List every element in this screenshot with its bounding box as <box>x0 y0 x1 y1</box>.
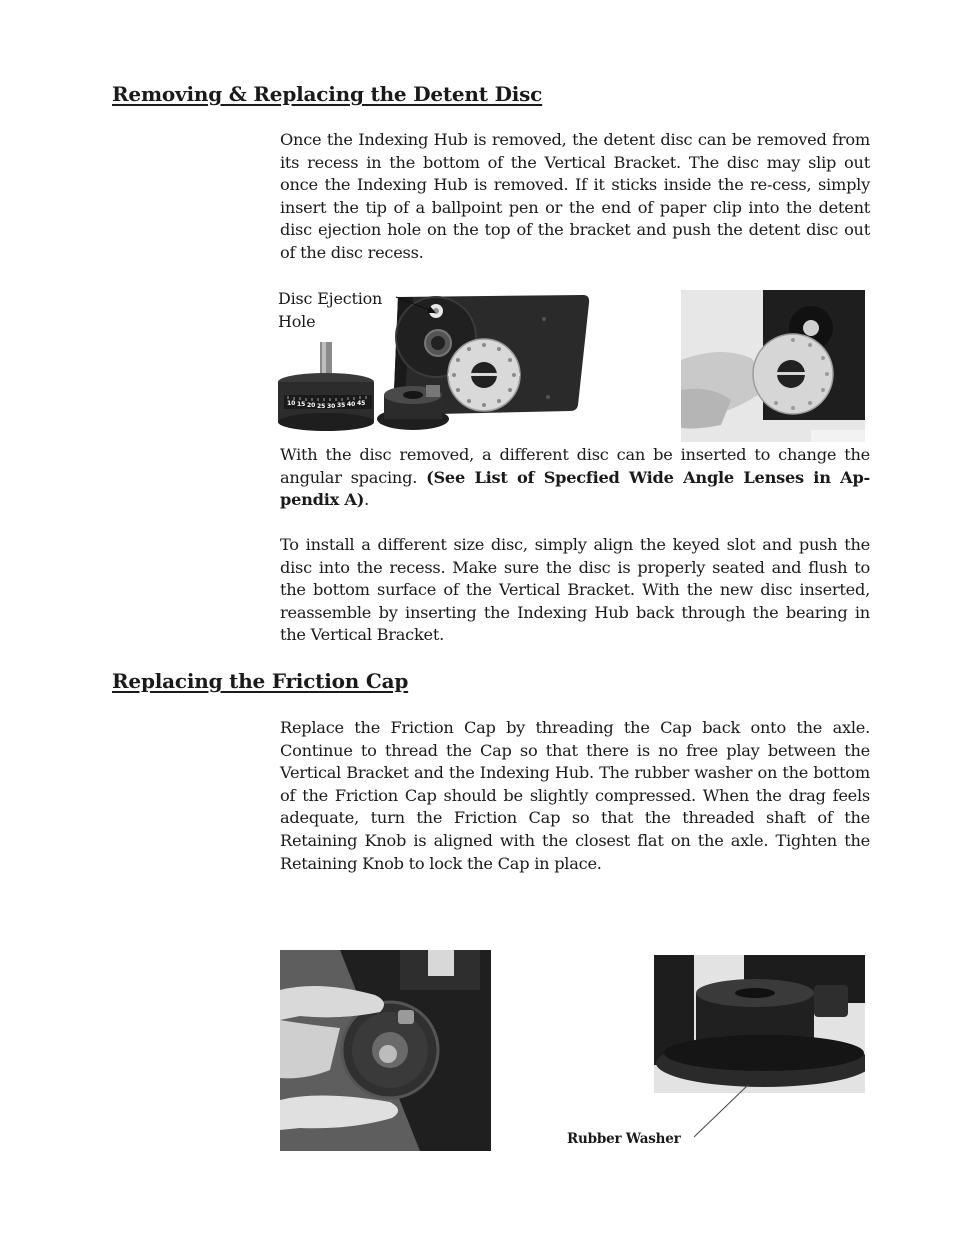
caption-disc-ejection-hole <box>278 287 382 333</box>
paragraph-install-disc: To install a different size disc, simply align the keyed slot and push the disc into the recess. Make sure the disc is properly seated and flush to the bottom surface of the Vertical Bracket. With the new disc inserted, reassemble by inserting the Indexing Hub back through the bearing in the Vertical Bracket. <box>280 535 870 645</box>
paragraph-friction-cap: Replace the Friction Cap by threading the Cap back onto the axle. Continue to thread the Cap so that there is no free play between the Vertical Bracket and the Indexing Hub. The rubber washer on the bottom of the Friction Cap should be slightly compressed. When the drag feels adequate, turn the Friction Cap so that the threaded shaft of the Retaining Knob is aligned with the closest flat on the axle. Tighten the Retaining Knob to lock the Cap in place. <box>280 718 870 873</box>
dial-number: 10 <box>287 400 296 407</box>
dial-number: 25 <box>317 403 326 410</box>
paragraph-text: . <box>364 490 370 510</box>
paragraph-different-disc <box>280 444 870 512</box>
dial-number: 45 <box>357 400 366 407</box>
dial-number: 35 <box>337 402 346 409</box>
paragraph-text: With the disc removed, a different disc can be inserted to change the angular spacing. <box>280 445 870 487</box>
dial-number: 15 <box>297 401 306 408</box>
paragraph-detent-disc-removal: Once the Indexing Hub is removed, the detent disc can be removed from its recess in the bottom of the Vertical Bracket. The disc may slip out once the Indexing Hub is removed. If it sticks inside the re-cess, simply insert the tip of a ballpoint pen or the end of paper clip into the detent disc ejection hole on the top of the bracket and push the detent disc out of the disc recess. <box>280 130 870 262</box>
dial-number: 30 <box>327 403 336 410</box>
dial-number: 40 <box>347 401 356 408</box>
section-heading-friction-cap: Replacing the Friction Cap <box>112 669 409 693</box>
figure-hand-holding-disc <box>681 290 865 442</box>
figure-rubber-washer <box>654 955 865 1093</box>
caption-line-1: Disc Ejection <box>278 289 383 308</box>
dial-number: 20 <box>307 402 316 409</box>
caption-line-2: Hole <box>278 312 316 331</box>
appendix-reference: (See List of Specfied Wide Angle Lenses in Ap-pendix A) <box>280 467 870 510</box>
figure-threading-friction-cap <box>280 950 491 1151</box>
section-heading-detent-disc: Removing & Replacing the Detent Disc <box>112 82 543 106</box>
caption-rubber-washer: Rubber Washer <box>567 1131 681 1147</box>
